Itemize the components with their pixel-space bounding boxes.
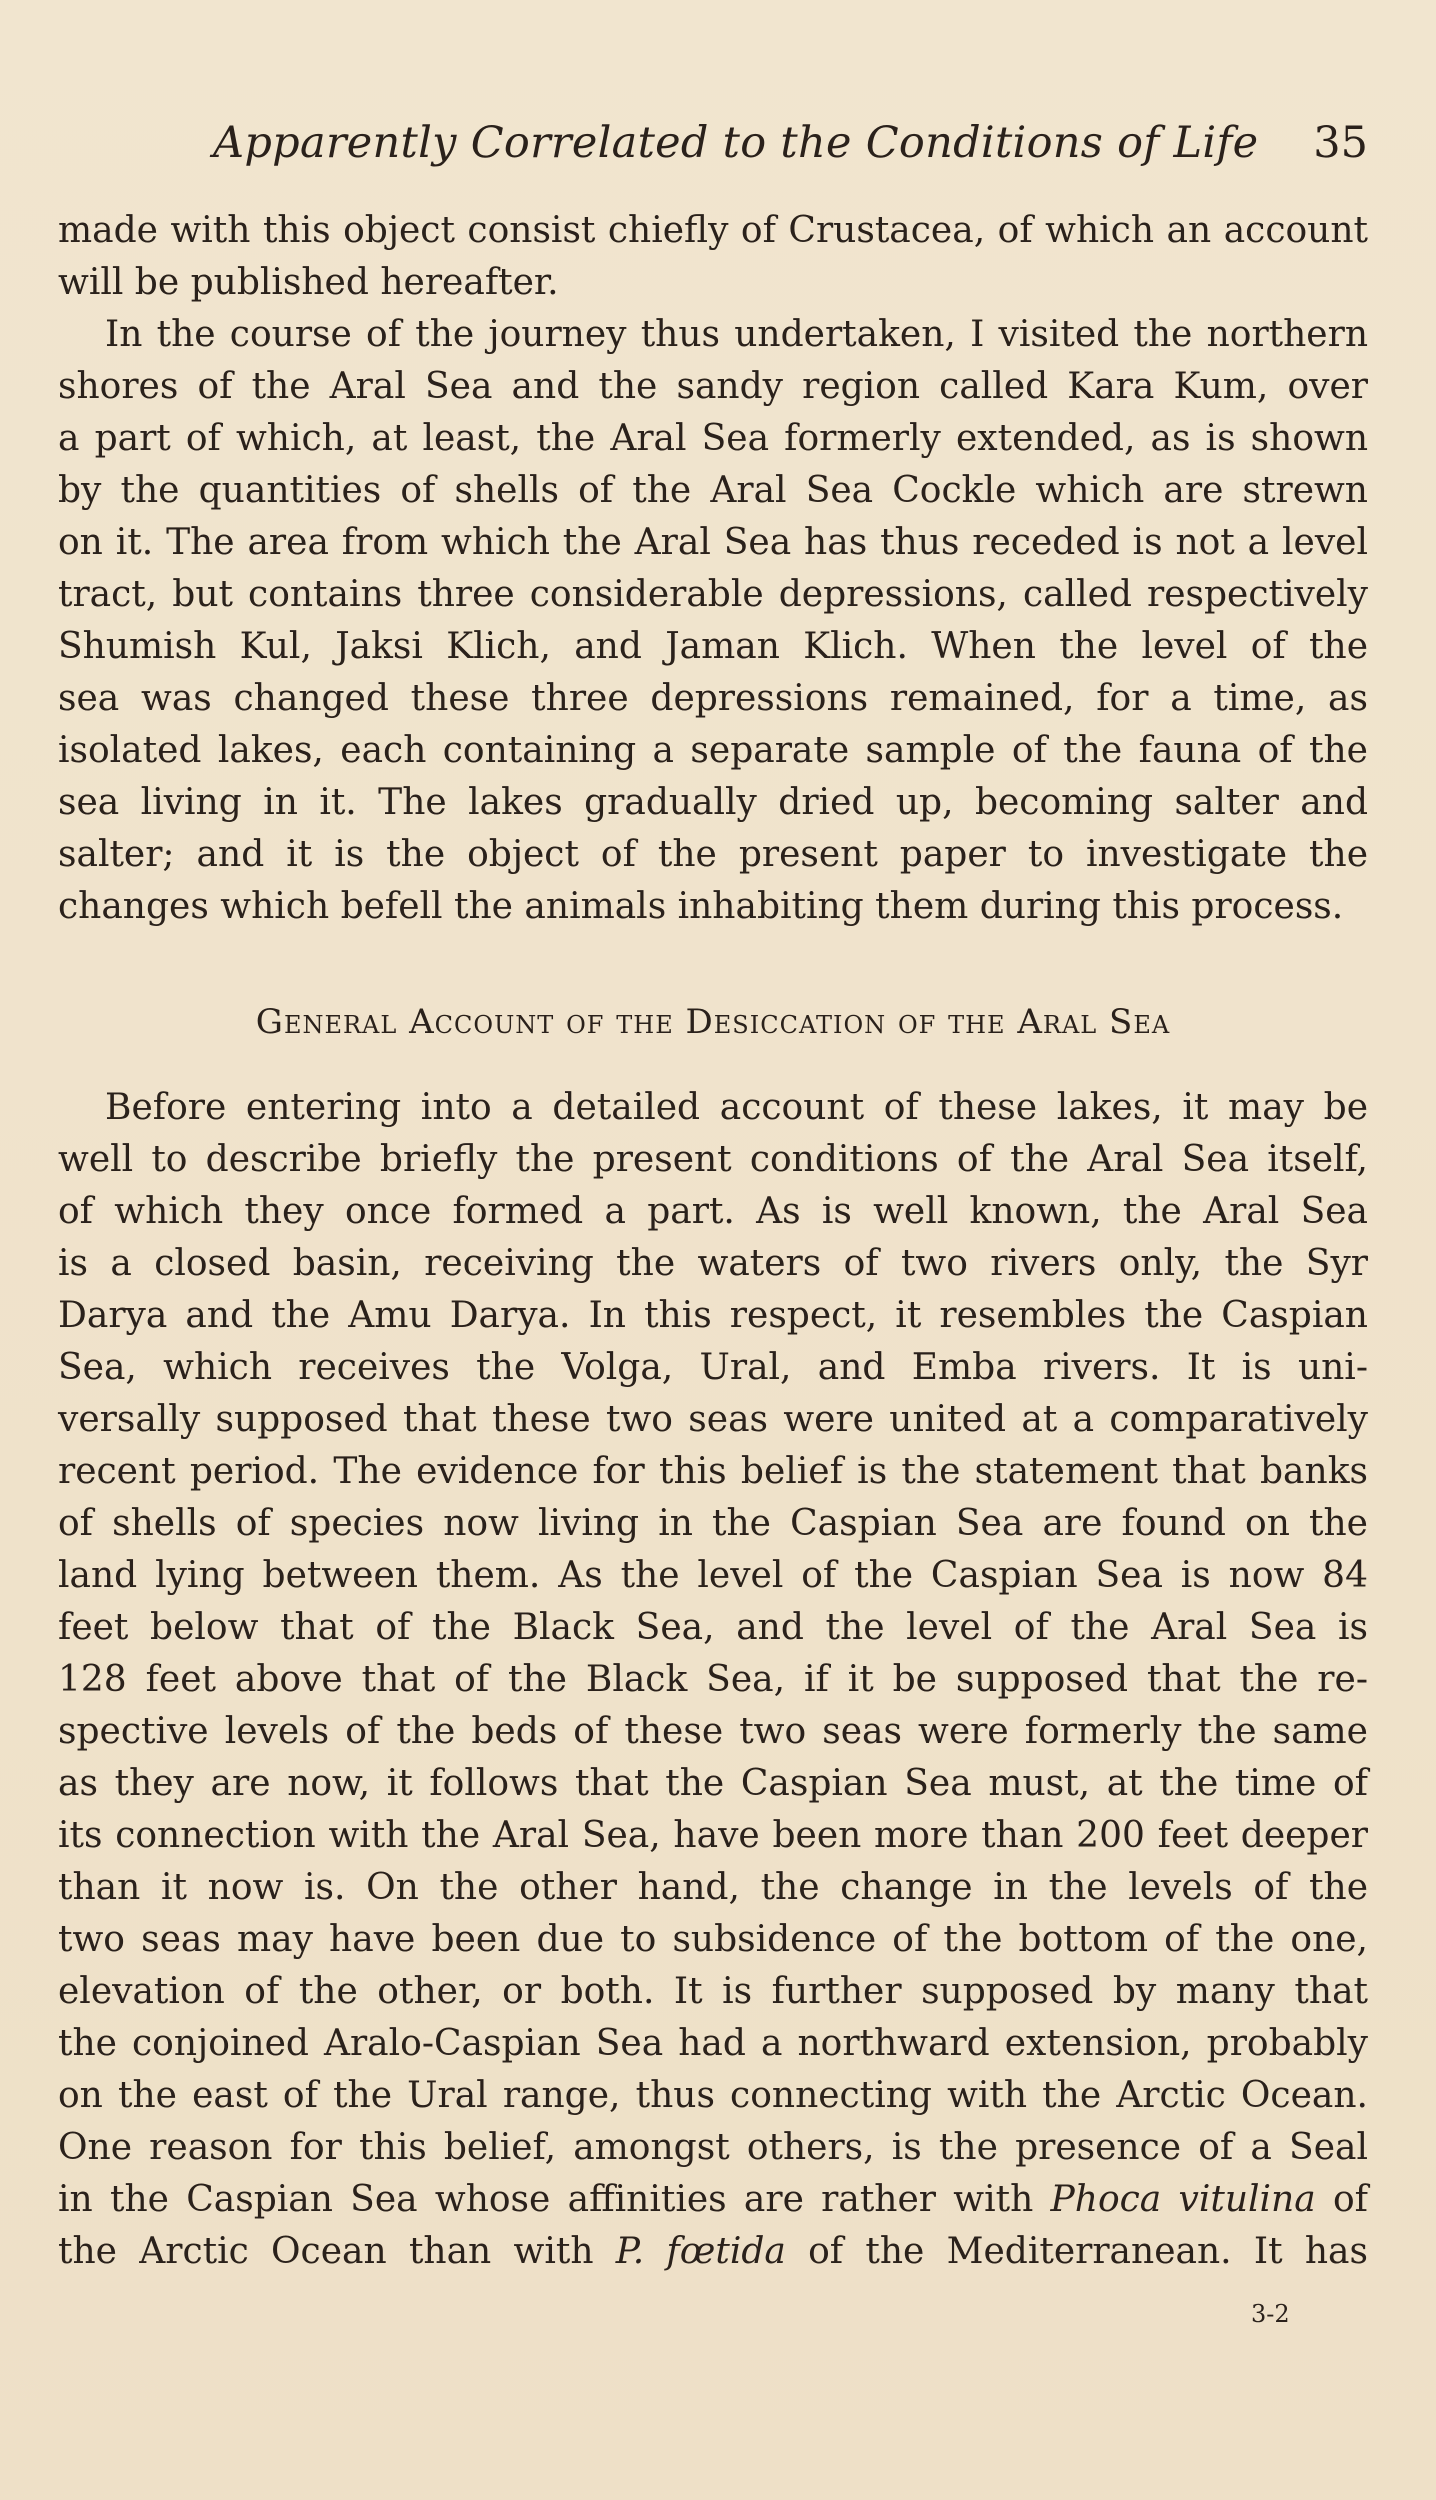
text-line: 128 feet above that of the Black Sea, if it be supposed that the re- [58, 1659, 1368, 1700]
section-heading: General Account of the Desiccation of the Aral Sea [255, 1002, 1171, 1042]
text-line: sea living in it. The lakes gradually dried up, becoming salter and [58, 782, 1368, 823]
text-line: Sea, which receives the Volga, Ural, and Emba rivers. It is uni- [58, 1347, 1368, 1388]
text-line: of shells of species now living in the Caspian Sea are found on the [58, 1503, 1368, 1544]
page-number: 35 [1313, 118, 1368, 168]
text-line-fragment: of the Mediterranean. It has [785, 2231, 1368, 2272]
text-line: a part of which, at least, the Aral Sea formerly extended, as is shown [58, 418, 1368, 459]
text-line: elevation of the other, or both. It is further supposed by many that [58, 1971, 1368, 2012]
text-line: on the east of the Ural range, thus connecting with the Arctic Ocean. [58, 2075, 1368, 2116]
text-line: land lying between them. As the level of the Caspian Sea is now 84 [58, 1555, 1368, 1596]
text-line-fragment: in the Caspian Sea whose affinities are rather with [58, 2179, 1051, 2220]
text-line: of which they once formed a part. As is well known, the Aral Sea [58, 1191, 1368, 1232]
text-line: Shumish Kul, Jaksi Klich, and Jaman Klich. When the level of the [58, 626, 1368, 667]
text-line [58, 2226, 1368, 2278]
text-line: will be published hereafter. [58, 262, 559, 303]
text-line: made with this object consist chiefly of Crustacea, of which an account [58, 210, 1368, 251]
text-line: its connection with the Aral Sea, have been more than 200 feet deeper [58, 1815, 1368, 1856]
text-line: changes which befell the animals inhabiting them during this process. [58, 886, 1344, 927]
text-line: is a closed basin, receiving the waters of two rivers only, the Syr [58, 1243, 1368, 1284]
text-line: spective levels of the beds of these two seas were formerly the same [58, 1711, 1368, 1752]
text-line: as they are now, it follows that the Caspian Sea must, at the time of [58, 1763, 1368, 1804]
text-line: two seas may have been due to subsidence of the bottom of the one, [58, 1919, 1368, 1960]
species-name: P. fœtida [615, 2231, 786, 2272]
body-text-top [58, 205, 1368, 933]
text-line: Darya and the Amu Darya. In this respect, it resembles the Caspian [58, 1295, 1368, 1336]
text-line: recent period. The evidence for this belief is the statement that banks [58, 1451, 1368, 1492]
text-line: well to describe briefly the present conditions of the Aral Sea itself, [58, 1139, 1368, 1180]
text-line: feet below that of the Black Sea, and the level of the Aral Sea is [58, 1607, 1368, 1648]
species-name: Phoca vitulina [1050, 2179, 1316, 2220]
text-line: versally supposed that these two seas were united at a comparatively [58, 1399, 1368, 1440]
body-text-bottom [58, 1082, 1368, 2278]
text-line: salter; and it is the object of the present paper to investigate the [58, 834, 1368, 875]
text-line: isolated lakes, each containing a separate sample of the fauna of the [58, 730, 1368, 771]
text-line: shores of the Aral Sea and the sandy region called Kara Kum, over [58, 366, 1368, 407]
text-line: the conjoined Aralo-Caspian Sea had a northward extension, probably [58, 2023, 1368, 2064]
text-line [58, 2174, 1368, 2226]
text-line-fragment: of [1315, 2179, 1368, 2220]
text-line: on it. The area from which the Aral Sea has thus receded is not a level [58, 522, 1368, 563]
text-line: tract, but contains three considerable depressions, called respectively [58, 574, 1368, 615]
running-title: Apparently Correlated to the Conditions of Life [213, 118, 1259, 168]
text-line: sea was changed these three depressions remained, for a time, as [58, 678, 1368, 719]
running-head [58, 118, 1368, 178]
text-line: than it now is. On the other hand, the change in the levels of the [58, 1867, 1368, 1908]
text-line: by the quantities of shells of the Aral Sea Cockle which are strewn [58, 470, 1368, 511]
signature-mark: 3-2 [1251, 2300, 1290, 2328]
text-line: Before entering into a detailed account of these lakes, it may be [105, 1087, 1368, 1128]
text-line-fragment: the Arctic Ocean than with [58, 2231, 616, 2272]
text-line: In the course of the journey thus undertaken, I visited the northern [105, 314, 1368, 355]
text-line: One reason for this belief, amongst others, is the presence of a Seal [58, 2127, 1368, 2168]
